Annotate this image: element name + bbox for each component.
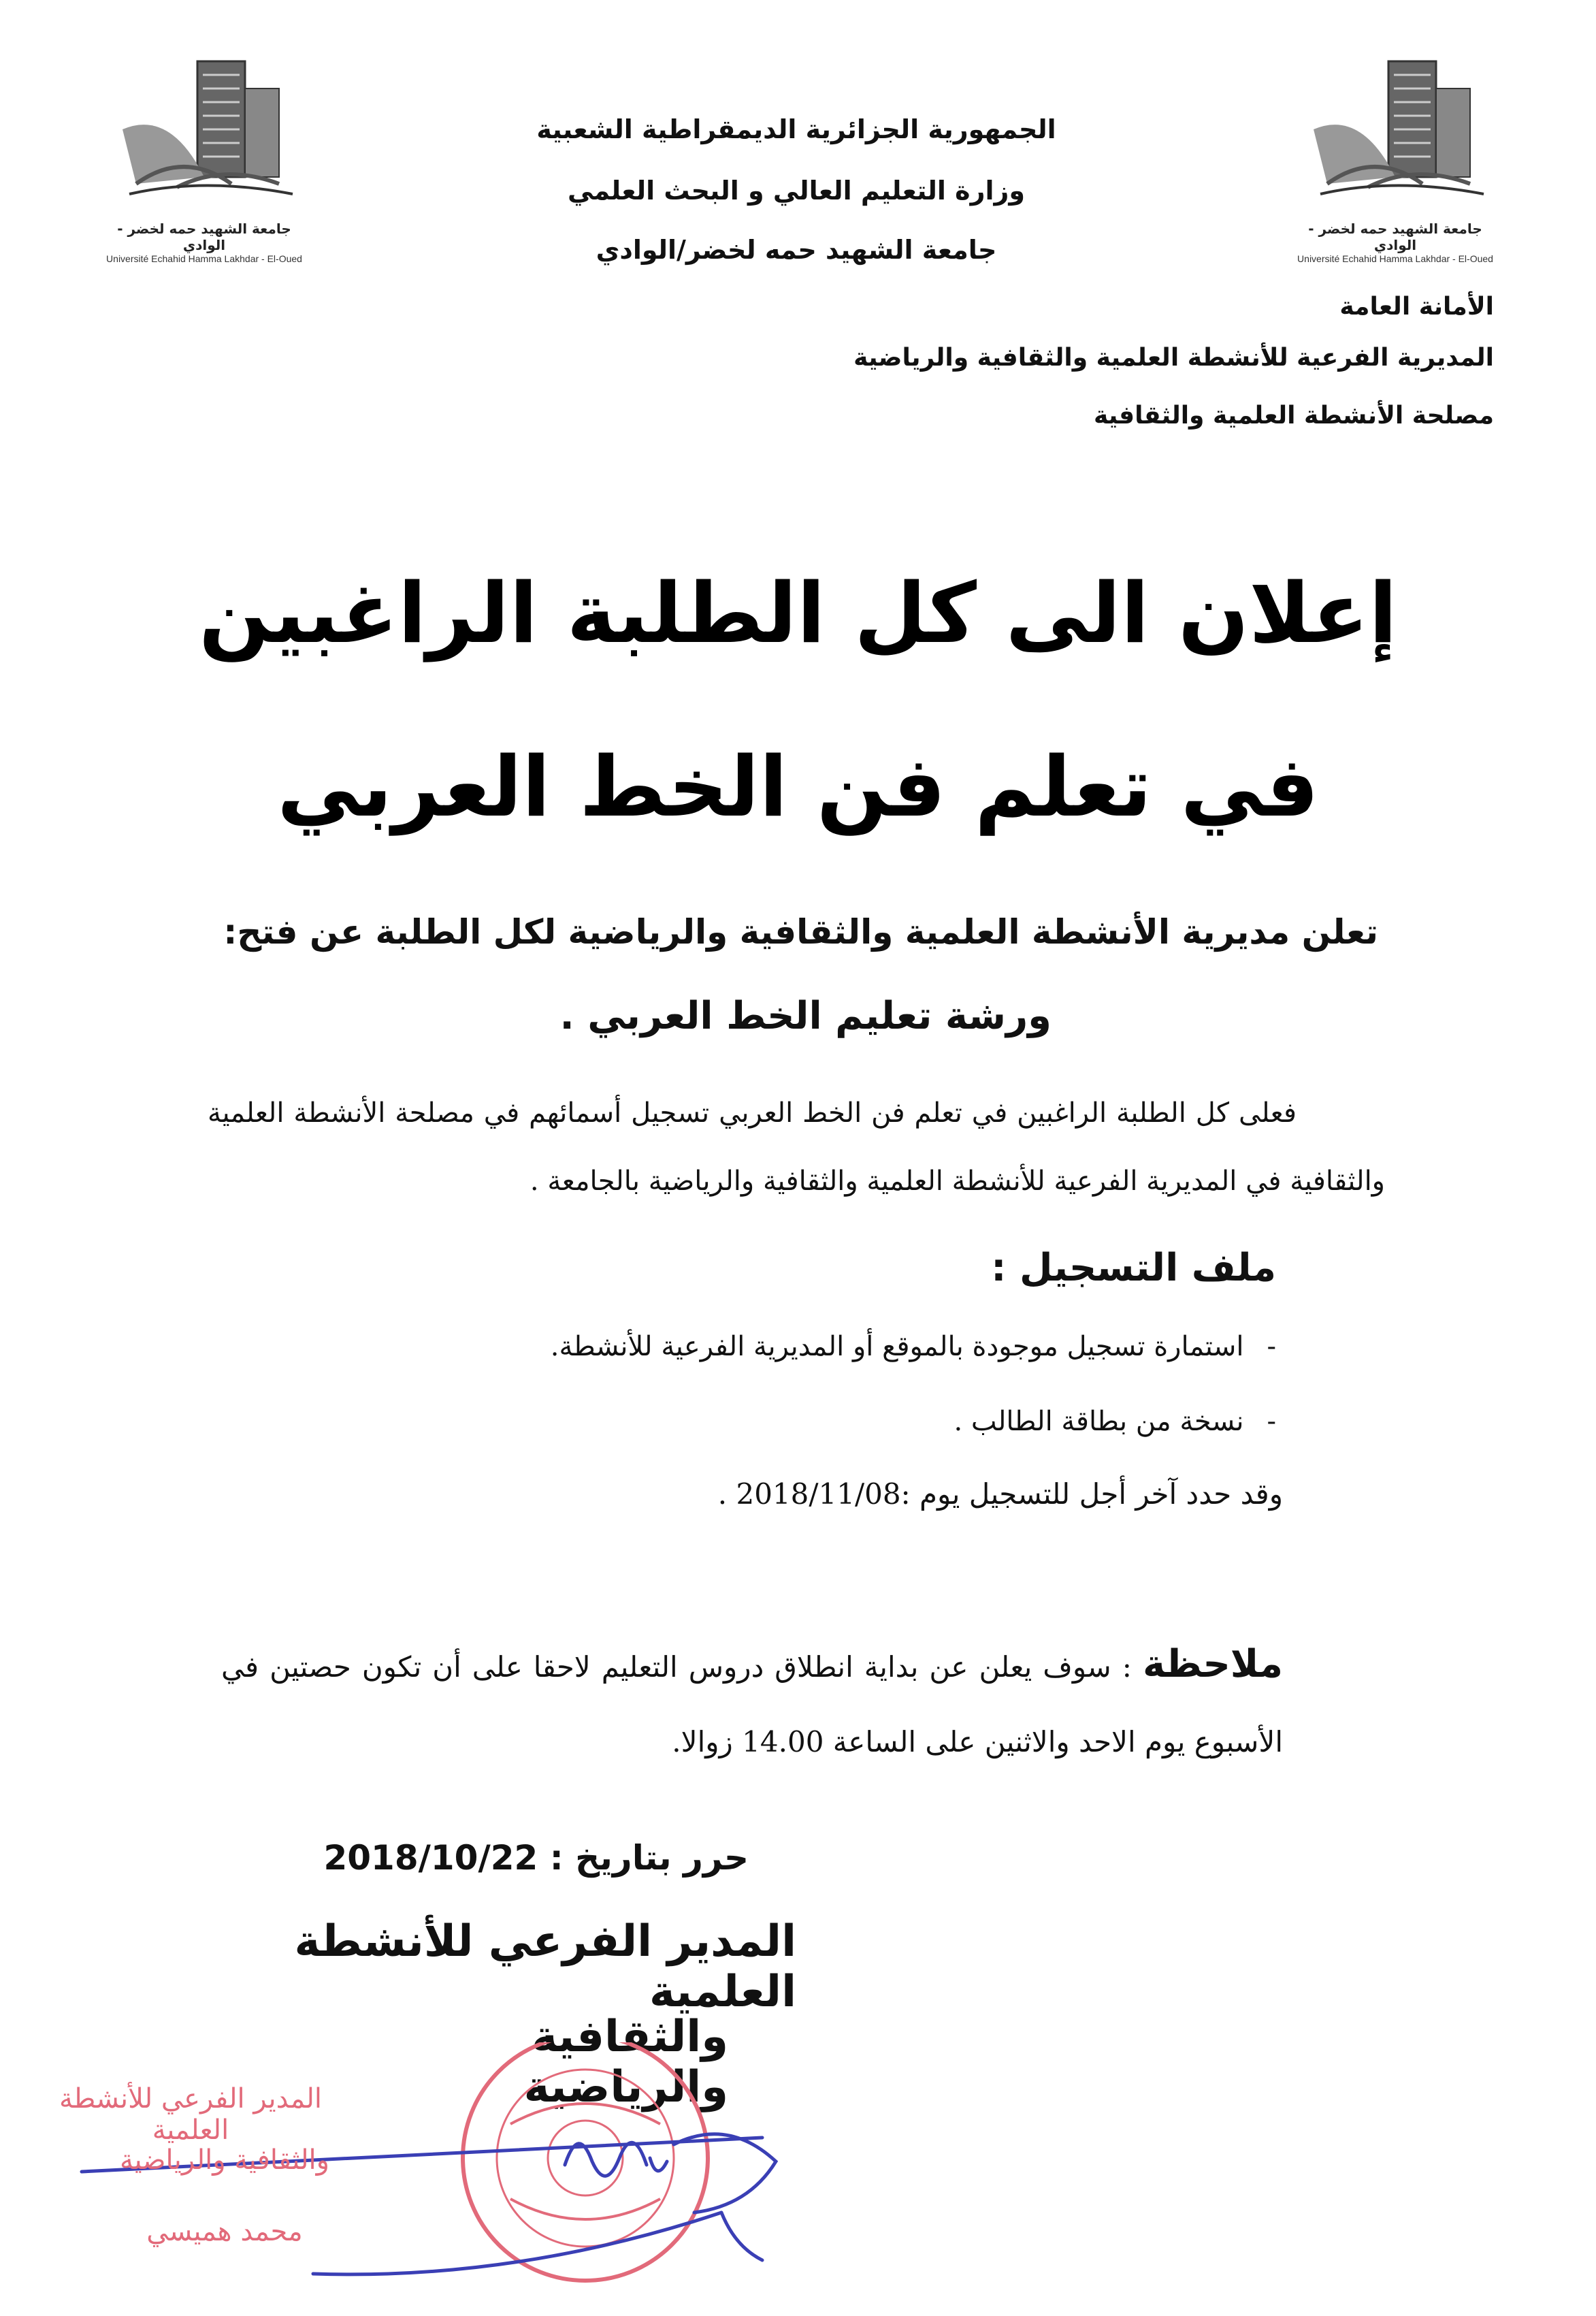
university-building-logo [1286, 48, 1504, 218]
list-item-text: استمارة تسجيل موجودة بالموقع أو المديرية الفرعية للأنشطة. [550, 1331, 1244, 1362]
announcement-title-line-2: في تعلم فن الخط العربي [277, 739, 1319, 835]
list-dash: - [1267, 1406, 1276, 1437]
university-logo-right [1286, 48, 1504, 266]
director-title-line-2: والثقافية والرياضية [523, 2012, 728, 2112]
header-service: مصلحة الأنشطة العلمية والثقافية [1093, 402, 1494, 430]
header-university: جامعة الشهيد حمه لخضر/الوادي [596, 235, 997, 265]
header-ministry: وزارة التعليم العالي و البحث العلمي [568, 176, 1025, 206]
list-item [255, 1331, 1276, 1362]
registration-paragraph: فعلى كل الطلبة الراغبين في تعلم فن الخط العربي تسجيل أسمائهم في مصلحة الأنشطة العلمية والثقافية في المديرية الفرعية للأنشطة العلمية والثقافية والرياضية بالجامعة . [208, 1097, 1385, 1197]
round-seal-icon [463, 2042, 708, 2281]
stamp-text-line-2: والثقافية والرياضية [120, 2144, 329, 2176]
stamp-text-line-1: المدير الفرعي للأنشطة العلمية [59, 2083, 322, 2146]
university-logo-left [95, 48, 313, 266]
director-title-line-1: المدير الفرعي للأنشطة العلمية [294, 1916, 796, 2017]
workshop-name: ورشة تعليم الخط العربي . [559, 994, 1052, 1038]
stamp-text-name: محمد همیسي [146, 2216, 303, 2247]
logo-caption-arabic: جامعة الشهيد حمه لخضر - الوادي [117, 221, 291, 253]
header-republic: الجمهورية الجزائرية الديمقراطية الشعبية [536, 114, 1056, 144]
logo-caption-french: Université Echahid Hamma Lakhdar - El-Oued [1297, 253, 1493, 264]
written-on-date: حرر بتاريخ : 2018/10/22 [323, 1838, 749, 1878]
logo-caption-french: Université Echahid Hamma Lakhdar - El-Oued [106, 253, 302, 264]
announcement-intro: تعلن مديرية الأنشطة العلمية والثقافية والرياضية لكل الطلبة عن فتح: [223, 912, 1378, 952]
note-label: ملاحظة [1142, 1642, 1283, 1686]
university-building-logo [95, 48, 313, 218]
list-dash: - [1267, 1331, 1276, 1362]
registration-file-heading: ملف التسجيل : [991, 1246, 1276, 1290]
note-text: : سوف يعلن عن بداية انطلاق دروس التعليم لاحقا على أن تكون حصتين في الأسبوع يوم الاحد والاثنين على الساعة 14.00 زوالا. [221, 1650, 1283, 1758]
logo-caption-arabic: جامعة الشهيد حمه لخضر - الوادي [1308, 221, 1482, 253]
header-subdirectorate: المديرية الفرعية للأنشطة العلمية والثقافية والرياضية [853, 344, 1494, 372]
header-secretariat: الأمانة العامة [1339, 293, 1494, 321]
list-item-text: نسخة من بطاقة الطالب . [954, 1406, 1244, 1437]
registration-deadline: وقد حدد آخر أجل للتسجيل يوم :2018/11/08 . [717, 1477, 1283, 1511]
note-paragraph [221, 1627, 1283, 1780]
announcement-title-line-1: إعلان الى كل الطلبة الراغبين [199, 565, 1397, 662]
list-item [255, 1406, 1276, 1437]
